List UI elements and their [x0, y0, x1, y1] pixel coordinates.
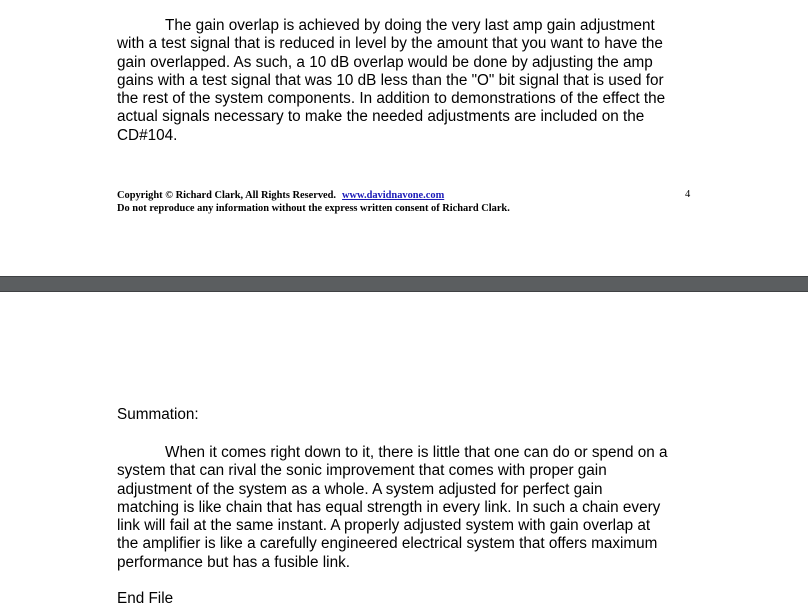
paragraph-line: matching is like chain that has equal strength in every link. In such a chain every — [117, 498, 661, 516]
end-file-text: End File — [117, 590, 174, 607]
paragraph-line: the amplifier is like a carefully engineered electrical system that offers maximum — [117, 535, 658, 553]
summation-paragraph — [117, 444, 682, 572]
copyright-text: Copyright © Richard Clark, All Rights Reserved. — [117, 190, 337, 201]
paragraph-line: gain overlapped. As such, a 10 dB overlap would be done by adjusting the amp — [117, 53, 653, 71]
paragraph-line: CD#104. — [117, 126, 178, 144]
document-page-4 — [0, 0, 808, 276]
paragraph-line: actual signals necessary to make the needed adjustments are included on the — [117, 108, 645, 126]
gain-overlap-paragraph — [117, 17, 682, 145]
page-footer — [117, 190, 717, 215]
paragraph-line: link will fail at the same instant. A properly adjusted system with gain overlap at — [117, 517, 651, 535]
website-link[interactable]: www.davidnavone.com — [342, 190, 445, 201]
paragraph-line: with a test signal that is reduced in level by the amount that you want to have the — [117, 35, 663, 53]
paragraph-line: When it comes right down to it, there is little that one can do or spend on a — [165, 444, 668, 461]
paragraph-line: performance but has a fusible link. — [117, 553, 350, 571]
paragraph-line: system that can rival the sonic improvement that comes with proper gain — [117, 462, 607, 480]
document-page-5 — [0, 292, 808, 614]
paragraph-line: the rest of the system components. In addition to demonstrations of the effect the — [117, 90, 666, 108]
paragraph-line: The gain overlap is achieved by doing the very last amp gain adjustment — [165, 17, 655, 34]
reproduction-notice: Do not reproduce any information without the express written consent of Richard Clark. — [117, 202, 510, 214]
paragraph-line: adjustment of the system as a whole. A system adjusted for perfect gain — [117, 480, 603, 498]
page-number: 4 — [685, 189, 691, 200]
paragraph-line: gains with a test signal that was 10 dB less than the "O" bit signal that is used for — [117, 71, 664, 89]
page-separator — [0, 276, 808, 292]
summation-heading: Summation: — [117, 406, 199, 423]
